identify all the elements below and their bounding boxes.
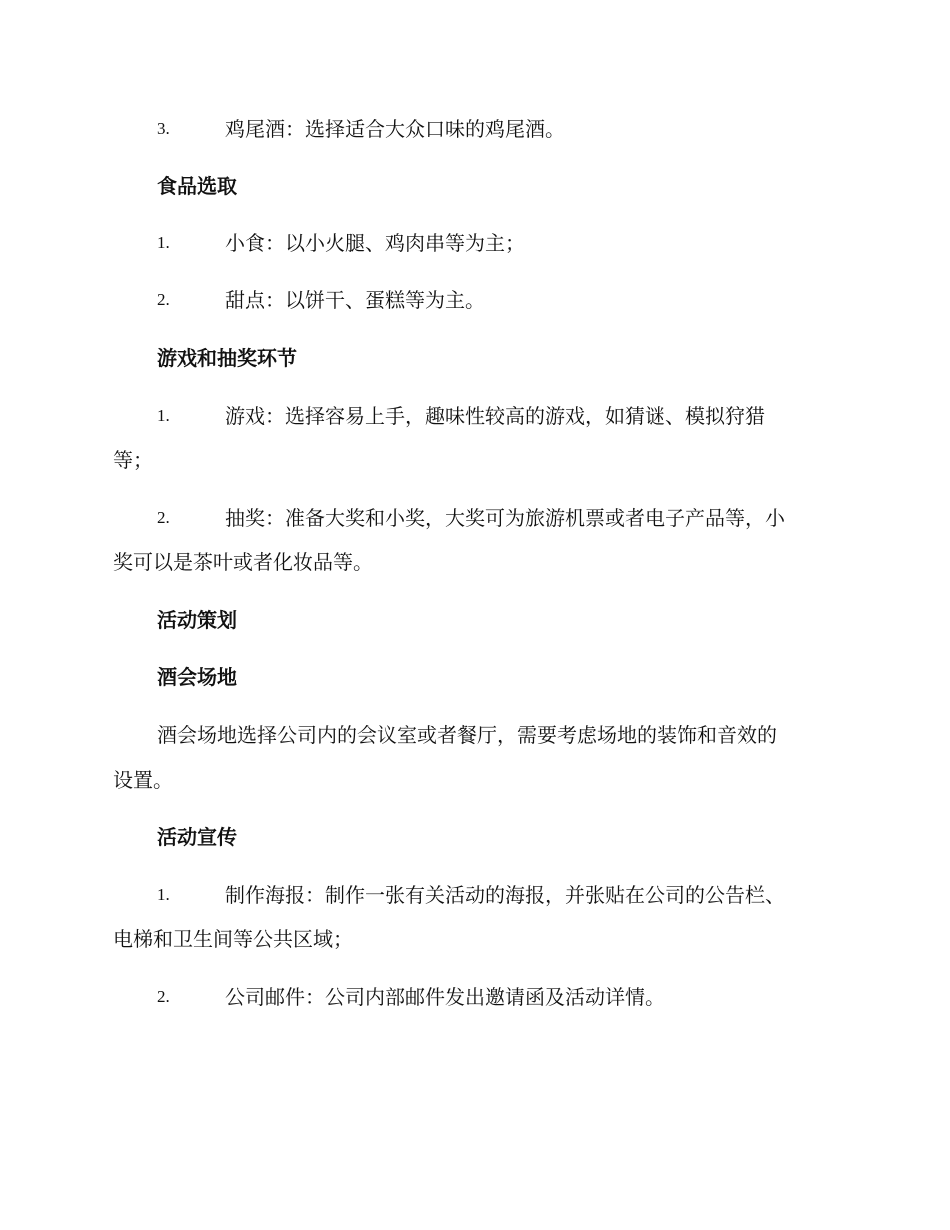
list-number: 2. [157,290,170,309]
list-item-text: 公司邮件：公司内部邮件发出邀请函及活动详情。 [225,985,665,1009]
list-item-continuation: 电梯和卫生间等公共区域； [113,927,353,951]
list-item-text: 游戏：选择容易上手，趣味性较高的游戏，如猜谜、模拟狩猎 [225,404,765,428]
section-heading-venue: 酒会场地 [157,665,237,689]
section-heading-food: 食品选取 [157,174,237,198]
list-number: 2. [157,987,170,1006]
list-number: 1. [157,233,170,252]
list-item-continuation: 奖可以是茶叶或者化妆品等。 [113,550,373,574]
list-number: 3. [157,119,170,138]
list-number: 1. [157,406,170,425]
list-item-text: 小食：以小火腿、鸡肉串等为主； [225,231,525,255]
list-item-continuation: 等； [113,448,153,472]
list-item-text: 甜点：以饼干、蛋糕等为主。 [225,288,485,312]
list-item-text: 抽奖：准备大奖和小奖，大奖可为旅游机票或者电子产品等，小 [225,506,785,530]
section-heading-planning: 活动策划 [157,608,237,632]
section-heading-promotion: 活动宣传 [157,825,237,849]
list-item-text: 鸡尾酒：选择适合大众口味的鸡尾酒。 [225,117,565,141]
list-number: 1. [157,885,170,904]
paragraph-text: 酒会场地选择公司内的会议室或者餐厅，需要考虑场地的装饰和音效的 [157,723,777,747]
section-heading-games: 游戏和抽奖环节 [157,346,297,370]
list-item-text: 制作海报：制作一张有关活动的海报，并张贴在公司的公告栏、 [225,883,785,907]
list-number: 2. [157,508,170,527]
paragraph-continuation: 设置。 [113,768,173,792]
